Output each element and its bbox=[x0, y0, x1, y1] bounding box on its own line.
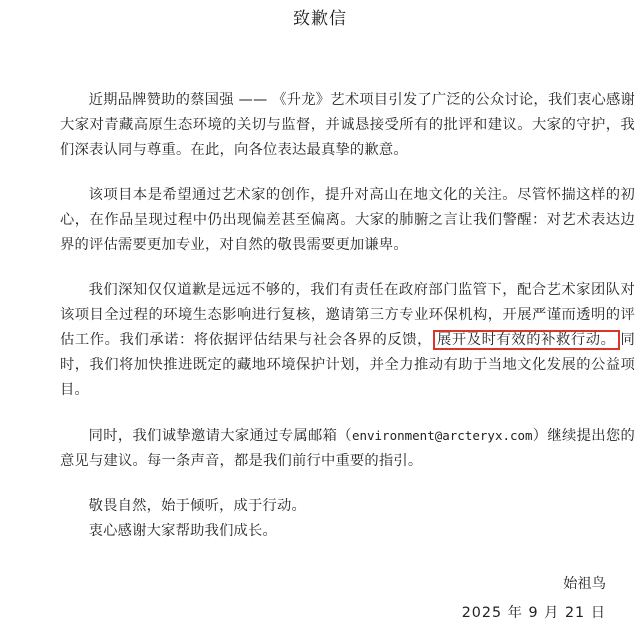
paragraph-2: 该项目本是希望通过艺术家的创作，提升对高山在地文化的关注。尽管怀揣这样的初心，在作品呈现过程中仍出现偏差甚至偏离。大家的肺腑之言让我们警醒：对艺术表达边界的评估需要更加专业，对自然的敬畏需要更加谦卑。 bbox=[60, 187, 635, 253]
feedback-email: environment@arcteryx.com bbox=[351, 428, 533, 443]
paragraph-4-text-after: ）继续提出您的意见与建议。每一条声音，都是我们前行中重要的指引。 bbox=[60, 428, 635, 469]
signature-name: 始祖鸟 bbox=[563, 576, 606, 592]
closing-line-2: 衷心感谢大家帮助我们成长。 bbox=[88, 523, 278, 539]
paragraph-4 bbox=[60, 423, 635, 474]
highlighted-commitment: 展开及时有效的补救行动。 bbox=[433, 330, 620, 350]
paragraph-3-text-before: 我们深知仅仅道歉是远远不够的，我们有责任在政府部门监管下，配合艺术家团队对该项目全过程的环境生态影响进行复核，邀请第三方专业环保机构，开展严谨而透明的评估工作。我们承诺：将依据评估结果与社会各界的反馈， bbox=[60, 282, 635, 348]
closing-line-1: 敬畏自然，始于倾听，成于行动。 bbox=[88, 498, 307, 514]
letter-body bbox=[60, 88, 635, 544]
paragraph-4-text-before: 同时，我们诚挚邀请大家通过专属邮箱（ bbox=[88, 428, 352, 444]
paragraph-3 bbox=[60, 278, 635, 403]
paragraph-3-text-after: 同时，我们将加快推进既定的藏地环境保护计划，并全力推动有助于当地文化发展的公益项目。 bbox=[60, 332, 635, 398]
paragraph-1: 近期品牌赞助的蔡国强 —— 《升龙》艺术项目引发了广泛的公众讨论，我们衷心感谢大家对青藏高原生态环境的关切与监督，并诚恳接受所有的批评和建议。大家的守护，我们深表认同与尊重。在此，向各位表达最真挚的歉意。 bbox=[60, 92, 635, 158]
signature-date: 2025 年 9 月 21 日 bbox=[461, 605, 606, 621]
letter-title: 致歉信 bbox=[293, 9, 347, 29]
